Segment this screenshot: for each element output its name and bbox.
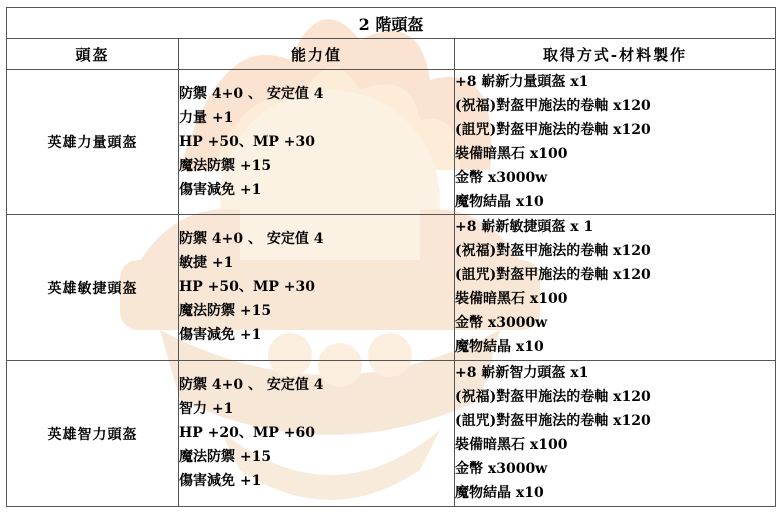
helmet-name: 英雄敏捷頭盔 [7,215,179,361]
stats-cell [179,70,455,215]
material-line: 裝備暗黑石 x100 [455,437,568,453]
helmet-name: 英雄智力頭盔 [7,361,179,507]
stat-line: 魔法防禦 +15 [179,158,272,174]
stat-line: 傷害減免 +1 [179,473,262,489]
materials-cell [455,215,776,361]
material-line: (詛咒)對盔甲施法的卷軸 x120 [455,413,651,429]
stat-line: 智力 +1 [179,401,234,417]
stat-line: 敏捷 +1 [179,255,234,271]
material-line: 金幣 x3000w [455,315,548,331]
material-line: (祝福)對盔甲施法的卷軸 x120 [455,98,651,114]
material-line: 裝備暗黑石 x100 [455,146,568,162]
material-line: (祝福)對盔甲施法的卷軸 x120 [455,243,651,259]
stat-line: 傷害減免 +1 [179,327,262,343]
materials-cell [455,70,776,215]
stat-line: 傷害減免 +1 [179,182,262,198]
material-line: +8 嶄新智力頭盔 x1 [455,365,589,381]
table-row [7,70,776,215]
stat-line: 力量 +1 [179,110,234,126]
material-line: (詛咒)對盔甲施法的卷軸 x120 [455,267,651,283]
table-title: 2 階頭盔 [7,8,776,39]
stats-cell [179,215,455,361]
table-row [7,215,776,361]
material-line: (詛咒)對盔甲施法的卷軸 x120 [455,122,651,138]
header-helmet: 頭盔 [7,39,179,70]
stat-line: 防禦 4+0 、 安定值 4 [179,377,324,393]
stats-cell [179,361,455,507]
stat-line: 魔法防禦 +15 [179,449,272,465]
table-row [7,361,776,507]
stat-line: HP +50、MP +30 [179,134,315,150]
header-stats: 能力值 [179,39,455,70]
stat-line: HP +20、MP +60 [179,425,315,441]
stat-line: 防禦 4+0 、 安定值 4 [179,86,324,102]
header-materials: 取得方式-材料製作 [455,39,776,70]
material-line: (祝福)對盔甲施法的卷軸 x120 [455,389,651,405]
stat-line: HP +50、MP +30 [179,279,315,295]
helmet-name: 英雄力量頭盔 [7,70,179,215]
material-line: 魔物結晶 x10 [455,194,544,210]
stat-line: 防禦 4+0 、 安定值 4 [179,231,324,247]
material-line: 金幣 x3000w [455,170,548,186]
material-line: 魔物結晶 x10 [455,339,544,355]
material-line: 金幣 x3000w [455,461,548,477]
stat-line: 魔法防禦 +15 [179,303,272,319]
material-line: 魔物結晶 x10 [455,485,544,501]
helmet-crafting-table [6,7,776,507]
material-line: 裝備暗黑石 x100 [455,291,568,307]
material-line: +8 嶄新力量頭盔 x1 [455,74,589,90]
material-line: +8 嶄新敏捷頭盔 x 1 [455,219,594,235]
materials-cell [455,361,776,507]
